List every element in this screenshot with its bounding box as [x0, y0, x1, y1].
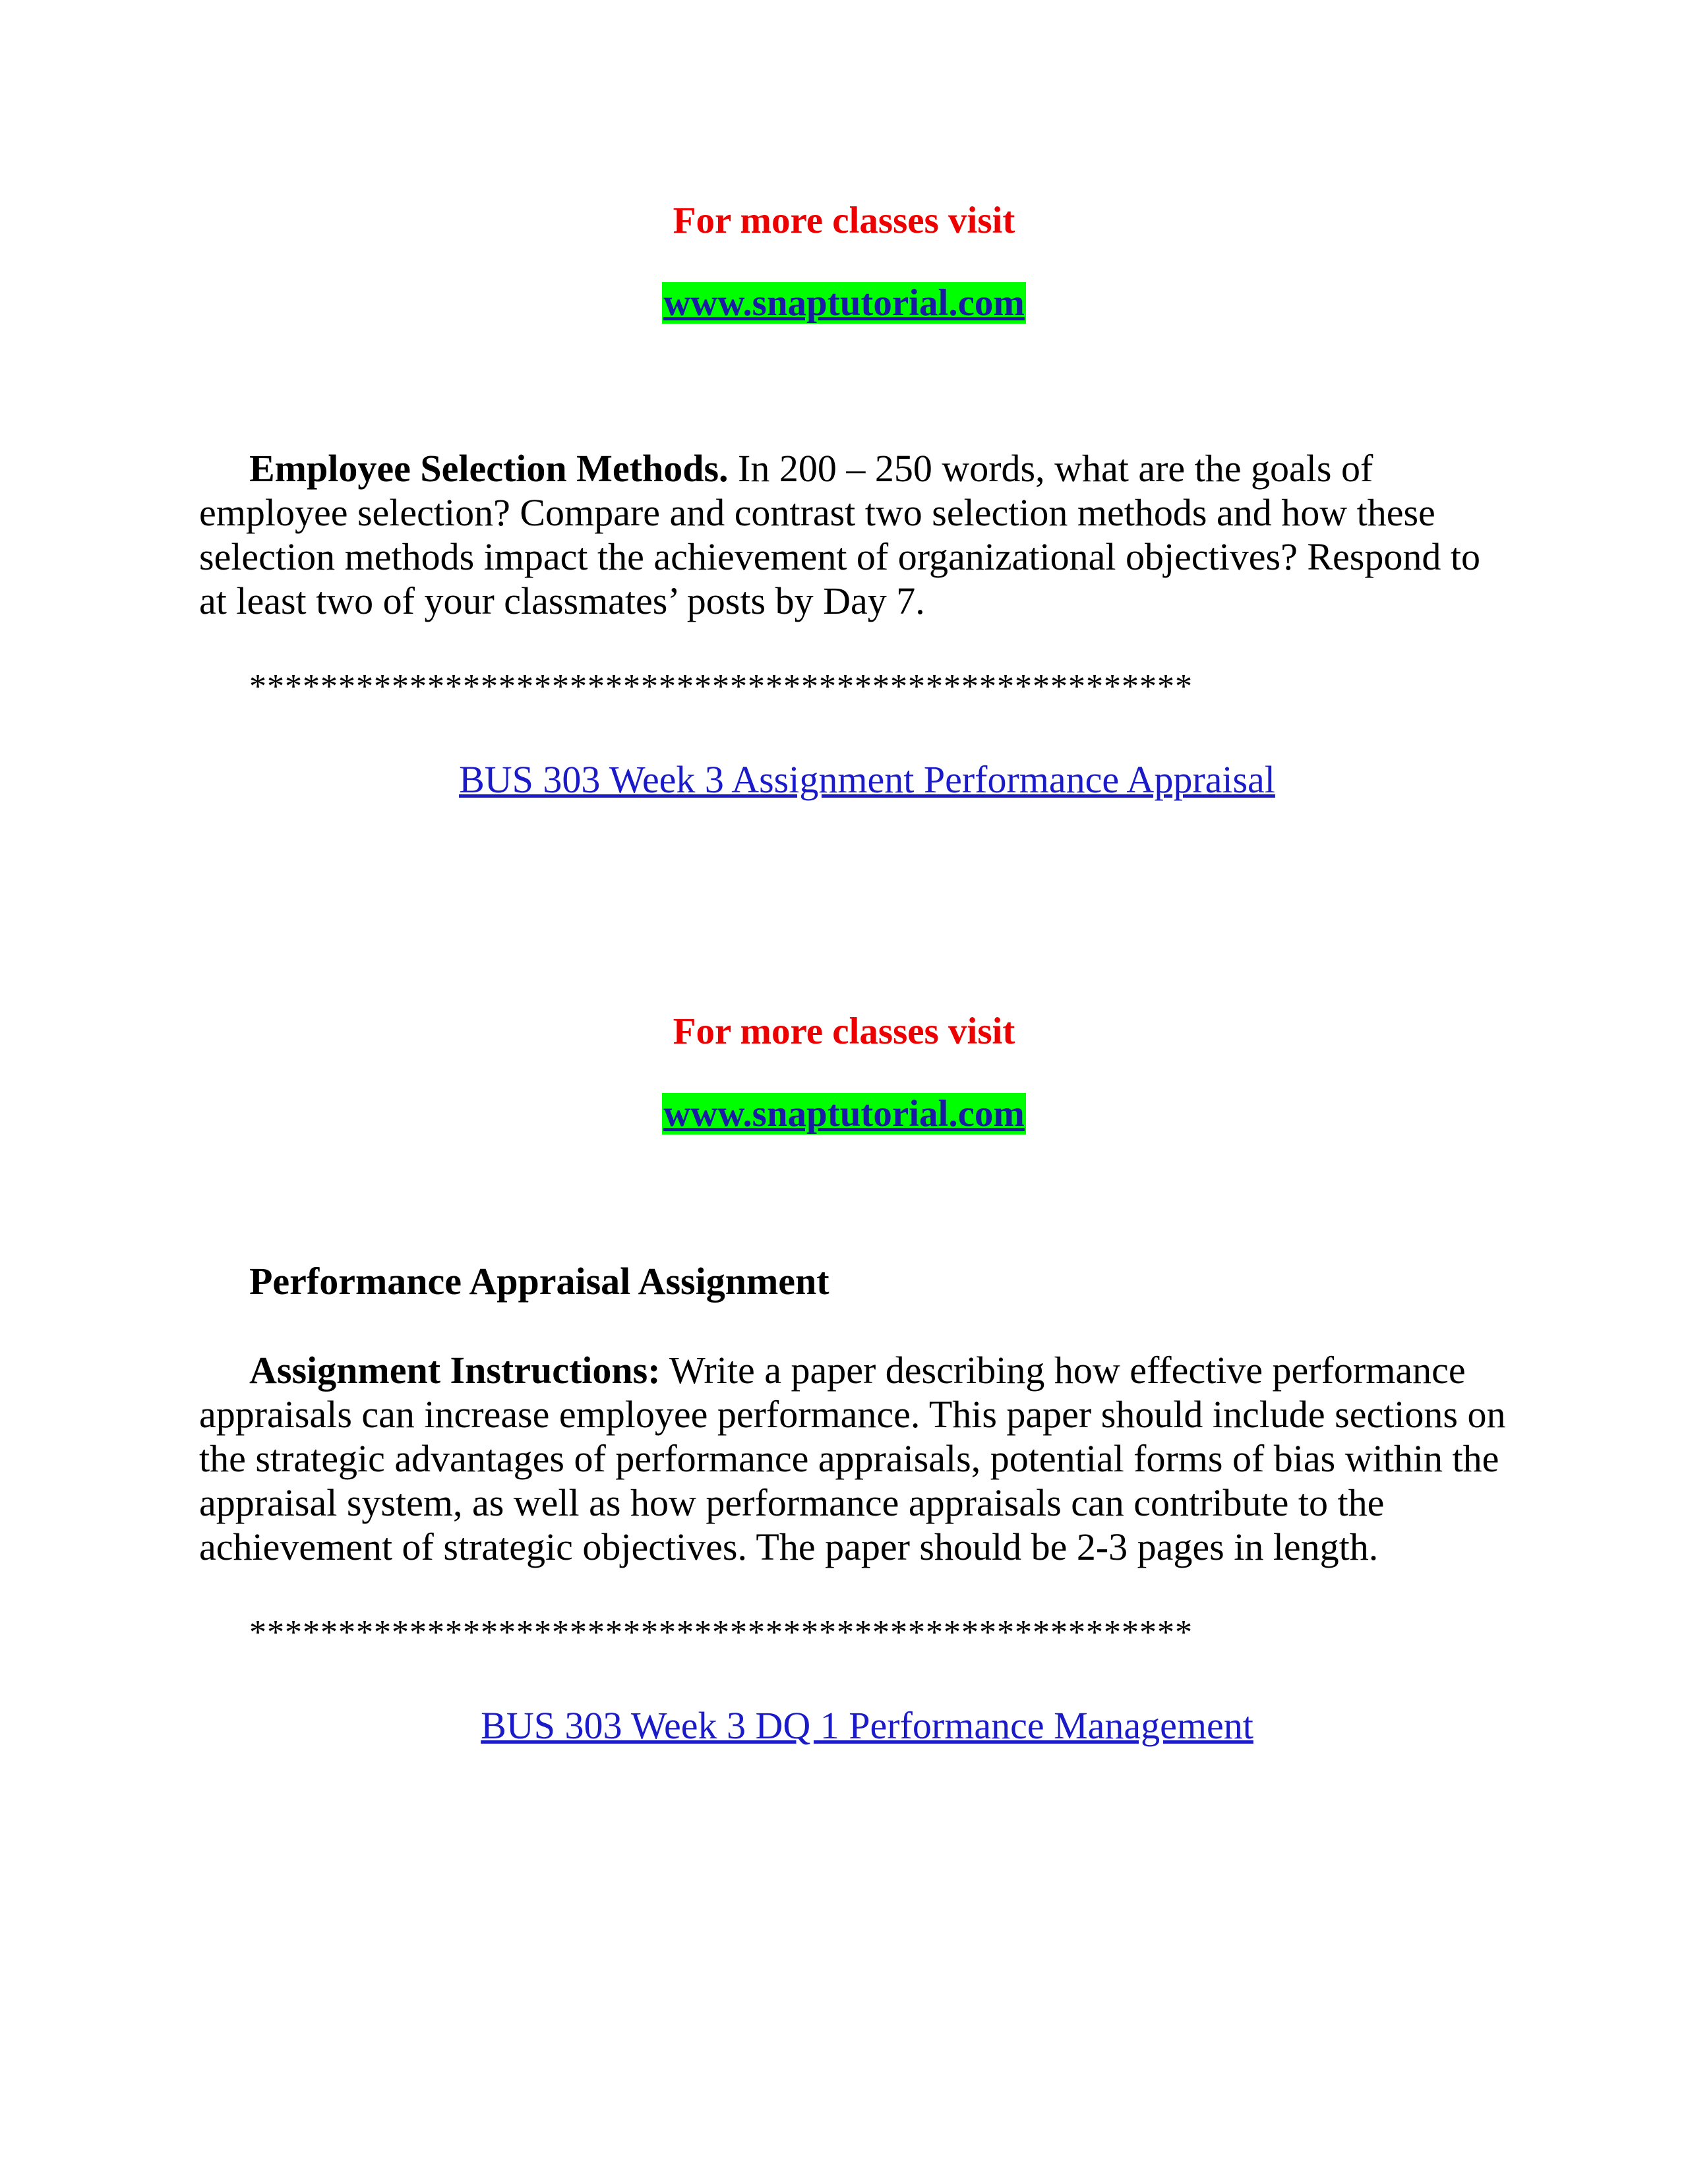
- separator: *****************************************************: [249, 1614, 1193, 1651]
- instructions-paragraph: [199, 1348, 1524, 1569]
- promo-text: For more classes visit: [673, 200, 1015, 241]
- site-link[interactable]: www.snaptutorial.com: [663, 1093, 1025, 1135]
- instructions-title: Assignment Instructions:: [249, 1349, 661, 1392]
- site-link-row: [0, 280, 1688, 326]
- site-link-row: [0, 1091, 1688, 1137]
- promo-text: For more classes visit: [673, 1011, 1015, 1052]
- site-link[interactable]: www.snaptutorial.com: [663, 282, 1025, 324]
- next-assignment-link[interactable]: BUS 303 Week 3 Assignment Performance Appraisal: [459, 758, 1275, 801]
- assignment-heading: Performance Appraisal Assignment: [249, 1260, 829, 1303]
- next-link-row: [23, 1703, 1688, 1749]
- question-paragraph: [199, 446, 1511, 623]
- instructions-text: Write a paper describing how effective performance appraisals can increase employee performance. This paper should include sections on the strategic advantages of performance appraisals, potential forms of bias within the appraisal system, as well as how performance appraisals can contribute to the achievement of strategic objectives. The paper should be 2-3 pages in length.: [199, 1349, 1506, 1568]
- separator: *****************************************************: [249, 668, 1193, 705]
- question-title: Employee Selection Methods.: [249, 447, 729, 490]
- question-text: In 200 – 250 words, what are the goals of employee selection? Compare and contrast two selection methods and how these selection methods impact the achievement of organizational objectives? Respond to at least two of your classmates’ posts by Day 7.: [199, 447, 1480, 622]
- next-assignment-link[interactable]: BUS 303 Week 3 DQ 1 Performance Management: [481, 1704, 1253, 1747]
- next-link-row: [23, 757, 1688, 803]
